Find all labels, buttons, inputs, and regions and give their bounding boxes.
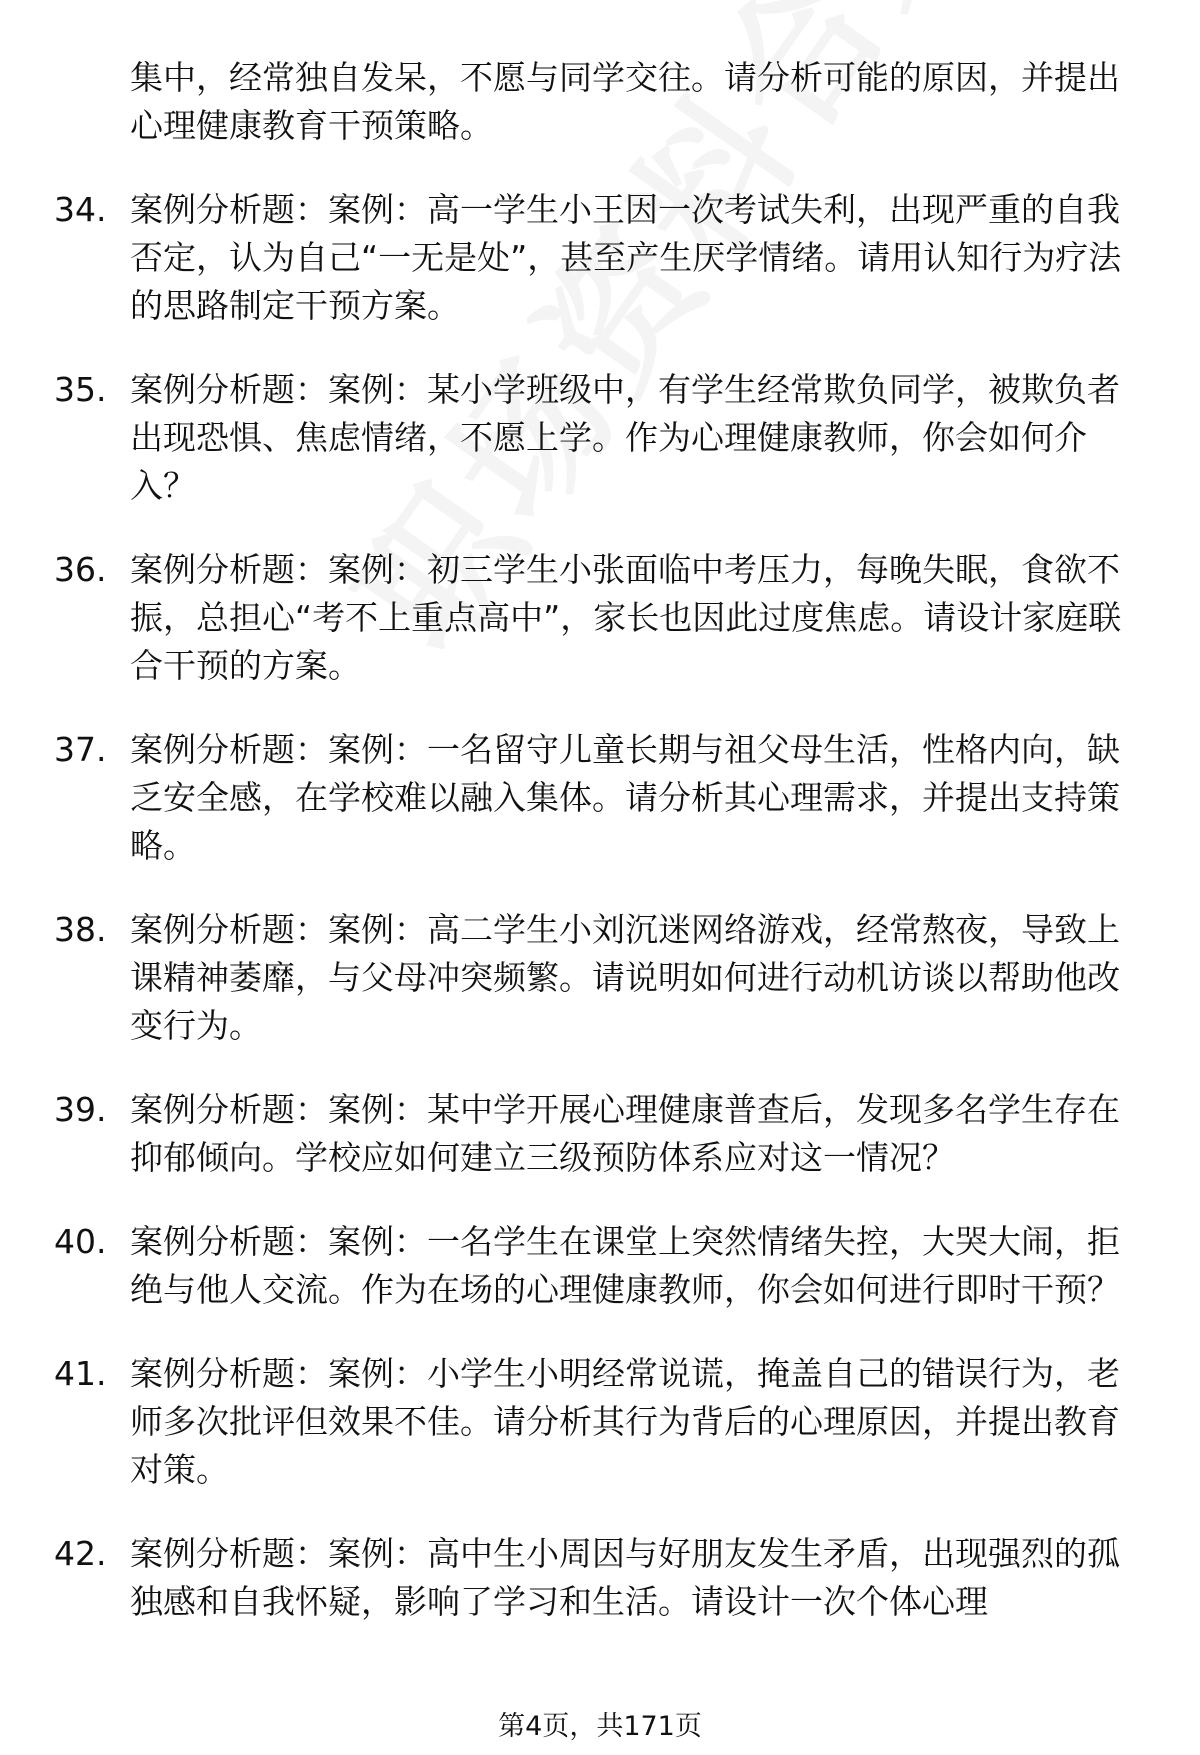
question-item-35: [0, 366, 1140, 510]
question-text: 案例分析题：案例：小学生小明经常说谎，掩盖自己的错误行为，老师多次批评但效果不佳。请分析其行为背后的心理原因，并提出教育对策。: [130, 1354, 1120, 1489]
question-text: 案例分析题：案例：一名留守儿童长期与祖父母生活，性格内向，缺乏安全感，在学校难以融入集体。请分析其心理需求，并提出支持策略。: [130, 730, 1120, 865]
continuation-text: 集中，经常独自发呆，不愿与同学交往。请分析可能的原因，并提出心理健康教育干预策略。: [130, 58, 1120, 145]
question-text: 案例分析题：案例：一名学生在课堂上突然情绪失控，大哭大闹，拒绝与他人交流。作为在场的心理健康教师，你会如何进行即时干预？: [130, 1222, 1120, 1309]
question-text: 案例分析题：案例：高一学生小王因一次考试失利，出现严重的自我否定，认为自己“一无是处”，甚至产生厌学情绪。请用认知行为疗法的思路制定干预方案。: [130, 190, 1122, 325]
question-number: 39.: [54, 1090, 107, 1129]
question-item-34: [0, 186, 1140, 330]
question-text: 案例分析题：案例：高中生小周因与好朋友发生矛盾，出现强烈的孤独感和自我怀疑，影响了学习和生活。请设计一次个体心理: [130, 1534, 1120, 1621]
question-text: 案例分析题：案例：高二学生小刘沉迷网络游戏，经常熬夜，导致上课精神萎靡，与父母冲突频繁。请说明如何进行动机访谈以帮助他改变行为。: [130, 910, 1120, 1045]
question-text: 案例分析题：案例：某中学开展心理健康普查后，发现多名学生存在抑郁倾向。学校应如何建立三级预防体系应对这一情况？: [130, 1090, 1120, 1177]
question-number: 40.: [54, 1222, 107, 1261]
question-number: 35.: [54, 370, 107, 409]
question-item-40: [0, 1218, 1140, 1314]
question-number: 36.: [54, 550, 107, 589]
question-number: 34.: [54, 190, 107, 229]
question-item-38: [0, 906, 1140, 1050]
question-number: 42.: [54, 1534, 107, 1573]
question-item-36: [0, 546, 1140, 690]
question-number: 41.: [54, 1354, 107, 1393]
question-text: 案例分析题：案例：初三学生小张面临中考压力，每晚失眠，食欲不振，总担心“考不上重点高中”，家长也因此过度焦虑。请设计家庭联合干预的方案。: [130, 550, 1122, 685]
question-number: 37.: [54, 730, 107, 769]
question-item-39: [0, 1086, 1140, 1182]
question-item-42: [0, 1530, 1140, 1626]
question-item-41: [0, 1350, 1140, 1494]
question-text: 案例分析题：案例：某小学班级中，有学生经常欺负同学，被欺负者出现恐惧、焦虑情绪，不愿上学。作为心理健康教师，你会如何介入？: [130, 370, 1120, 505]
page-footer: 第4页，共171页: [498, 1711, 702, 1742]
question-item-37: [0, 726, 1140, 870]
question-number: 38.: [54, 910, 107, 949]
question-list: [0, 54, 1200, 1626]
